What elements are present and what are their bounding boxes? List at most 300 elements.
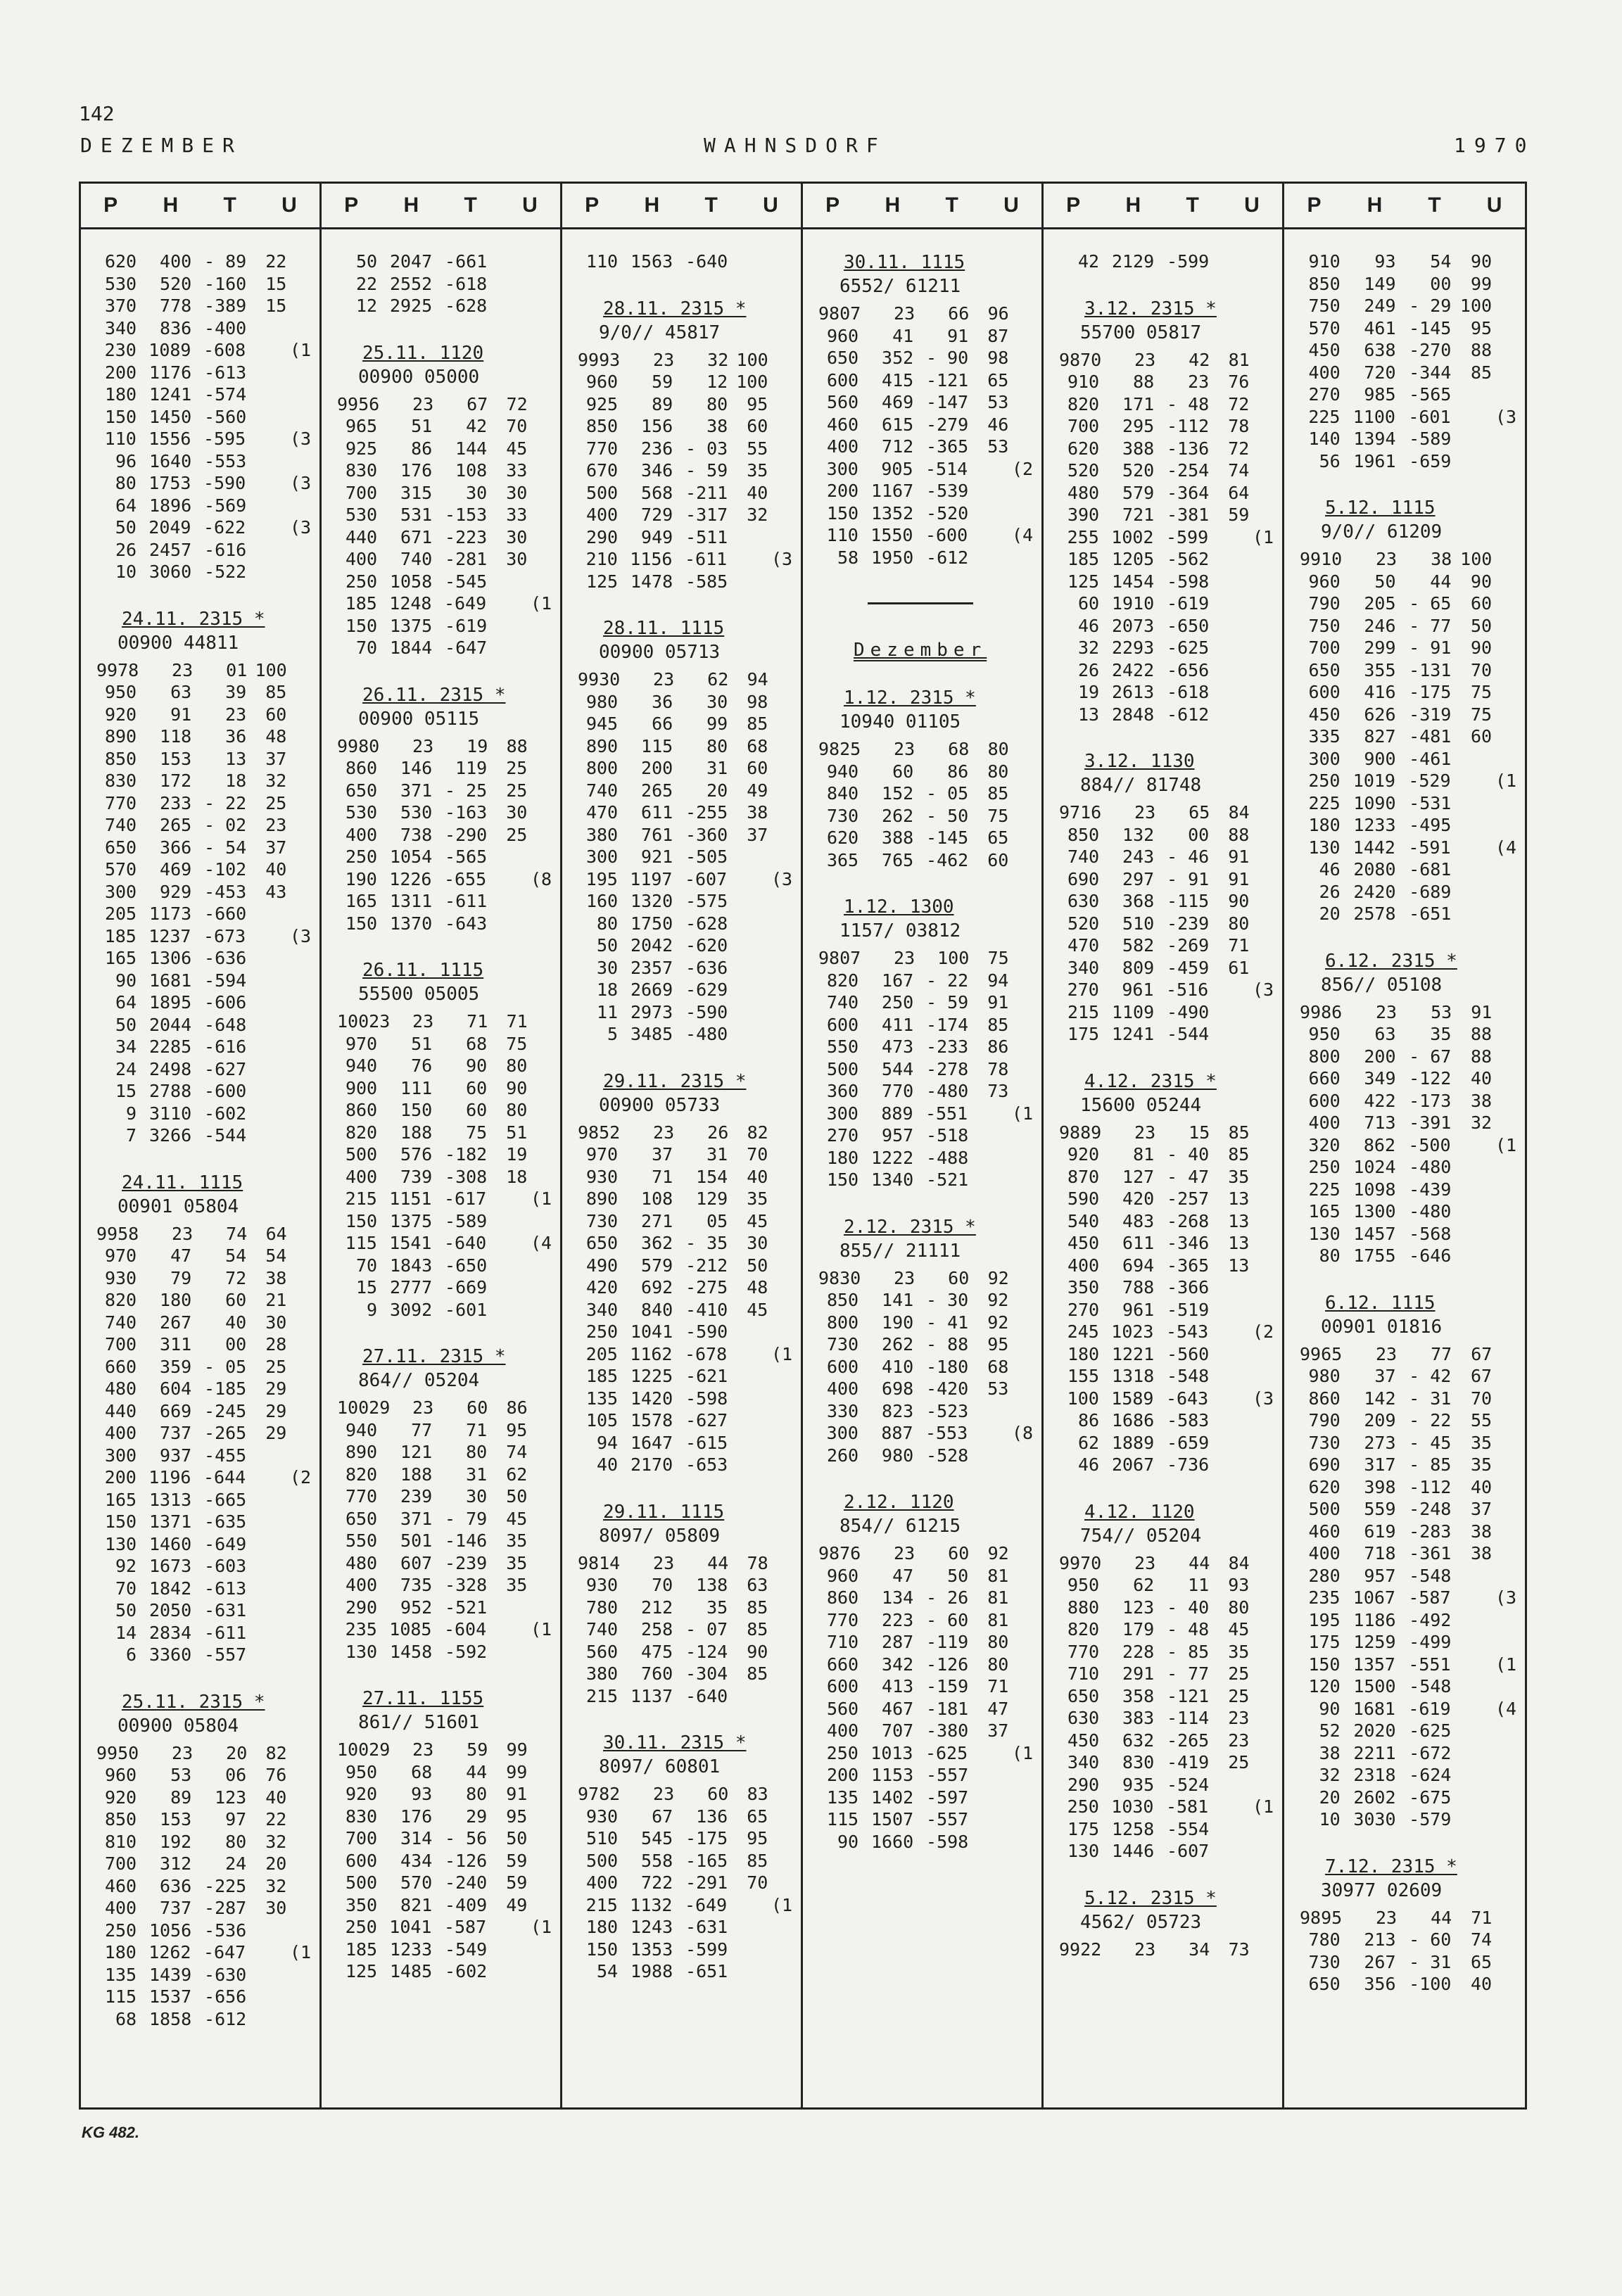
cell-u: [1209, 1299, 1249, 1321]
cell-h: 483: [1122, 1210, 1155, 1231]
cell-h: 1988: [630, 1961, 673, 1981]
cell-note: [286, 725, 310, 748]
sounding-code: 861// 51601: [358, 1712, 480, 1733]
cell-t: 19: [467, 735, 488, 756]
cell-u: [246, 1014, 286, 1036]
cell-p: 22: [356, 273, 378, 294]
cell-u: 71: [1228, 935, 1250, 956]
table-row: [818, 1742, 1032, 1765]
cell-t: -650: [1167, 615, 1210, 636]
table-row: [818, 436, 1032, 458]
table-row: [337, 1960, 550, 1983]
cell-note: [768, 349, 791, 372]
cell-note: [768, 934, 791, 957]
cell-note: [1008, 1312, 1032, 1334]
table-row: [96, 1014, 310, 1036]
cell-t: -581: [1165, 1796, 1209, 1817]
table-row: [96, 925, 310, 948]
cell-note: [1492, 1907, 1515, 1929]
cell-p: 12: [356, 296, 378, 316]
cell-u: 99: [506, 1739, 528, 1760]
cell-h: 1225: [630, 1366, 673, 1386]
table-row: [1059, 1751, 1272, 1774]
cell-h: 2602: [1353, 1787, 1396, 1808]
table-row: [578, 1122, 791, 1144]
cell-note: [1492, 792, 1515, 815]
cell-h: 1262: [148, 1942, 191, 1962]
cell-u: 70: [747, 1144, 768, 1165]
cell-note: [1249, 1818, 1272, 1841]
cell-note: [1008, 1147, 1032, 1169]
cell-h: 2067: [1111, 1454, 1155, 1475]
cell-note: [286, 561, 310, 583]
cell-note: [768, 713, 791, 735]
cell-h: 1753: [148, 473, 191, 493]
cell-h: 1156: [630, 549, 673, 569]
table-row: [1059, 637, 1272, 659]
cell-note: [527, 780, 550, 802]
cell-t: -545: [445, 571, 488, 592]
table-column-6: [1284, 184, 1525, 2107]
cell-p: 125: [345, 1961, 378, 1981]
table-column-4: [803, 184, 1044, 2107]
cell-u: [246, 1578, 286, 1600]
cell-note: (3: [771, 868, 793, 889]
cell-p: 690: [1308, 1454, 1341, 1475]
cell-note: [528, 735, 550, 758]
cell-t: 60: [467, 1397, 488, 1418]
cell-t: 23: [225, 704, 247, 725]
cell-t: -165: [685, 1850, 728, 1871]
cell-note: [1008, 1831, 1032, 1853]
table-row: [818, 1422, 1032, 1445]
cell-p: 660: [826, 1654, 859, 1675]
cell-note: [286, 881, 310, 903]
table-row: [578, 780, 791, 802]
cell-u: 78: [987, 1058, 1009, 1079]
table-row: [1300, 1245, 1515, 1267]
cell-note: [1492, 1388, 1515, 1410]
cell-h: 23: [894, 948, 915, 968]
cell-h: 671: [400, 526, 433, 547]
cell-u: [728, 1432, 768, 1454]
column-header-p: P: [825, 194, 840, 217]
cell-note: [286, 991, 310, 1014]
cell-note: [286, 1764, 310, 1787]
cell-u: 90: [747, 1641, 768, 1662]
cell-h: 172: [160, 770, 192, 791]
cell-u: 73: [987, 1081, 1009, 1101]
cell-note: [527, 615, 550, 638]
cell-t: -519: [1167, 1299, 1210, 1320]
cell-note: [1009, 947, 1032, 970]
cell-p: 250: [1308, 770, 1341, 791]
cell-u: [968, 480, 1008, 502]
table-row: [1059, 1365, 1272, 1388]
cell-h: 1950: [870, 547, 914, 568]
cell-h: 262: [882, 1334, 914, 1355]
cell-u: 87: [987, 325, 1009, 346]
cell-p: 650: [345, 1508, 378, 1529]
cell-note: [527, 1441, 550, 1464]
table-row: [1300, 571, 1515, 593]
cell-u: [246, 970, 286, 992]
cell-p: 400: [345, 824, 378, 845]
cell-t: -551: [1408, 1654, 1451, 1675]
cell-note: [768, 1255, 791, 1277]
cell-t: -539: [926, 481, 969, 501]
cell-note: [768, 890, 791, 913]
cell-p: 110: [585, 251, 619, 272]
table-row: [1300, 1200, 1515, 1223]
cell-note: [1492, 881, 1515, 903]
table-row: [1300, 814, 1515, 837]
cell-u: 76: [1228, 372, 1250, 392]
cell-t: -651: [685, 1961, 728, 1981]
cell-p: 400: [345, 1575, 378, 1595]
table-row: [578, 571, 791, 593]
cell-t: -553: [925, 1423, 968, 1443]
cell-h: 262: [882, 805, 914, 826]
cell-h: 3030: [1353, 1809, 1396, 1829]
cell-note: [1008, 369, 1032, 392]
cell-p: 950: [345, 1761, 378, 1782]
cell-h: 827: [1364, 726, 1396, 747]
cell-h: 2498: [148, 1058, 192, 1079]
cell-p: 340: [104, 317, 137, 338]
cell-h: 23: [1375, 1001, 1398, 1022]
table-row: [1059, 371, 1272, 393]
table-row: [337, 1508, 550, 1530]
table-column-2: [322, 184, 562, 2107]
cell-t: - 47: [1167, 1166, 1210, 1187]
table-row: [96, 837, 310, 859]
cell-h: 265: [160, 815, 192, 835]
column-header-t: T: [1186, 194, 1199, 217]
cell-h: 530: [400, 802, 433, 823]
cell-h: 1457: [1353, 1223, 1396, 1244]
cell-note: [1249, 1210, 1272, 1233]
cell-h: 62: [1133, 1575, 1155, 1595]
cell-h: 570: [400, 1872, 433, 1893]
cell-p: 9876: [818, 1543, 861, 1564]
cell-u: 13: [1228, 1233, 1250, 1253]
cell-t: 136: [696, 1806, 728, 1827]
table-row: [337, 846, 550, 868]
cell-t: - 59: [685, 460, 728, 481]
cell-u: [728, 1454, 768, 1476]
cell-t: -319: [1409, 704, 1452, 725]
cell-p: 700: [104, 1334, 137, 1355]
cell-h: 150: [400, 1100, 433, 1120]
cell-u: 84: [1228, 1552, 1250, 1573]
cell-t: -518: [926, 1125, 969, 1146]
cell-u: [1451, 1609, 1492, 1632]
cell-note: [1249, 371, 1272, 393]
cell-u: [728, 1409, 768, 1432]
cell-t: -121: [926, 369, 969, 391]
cell-note: [527, 1894, 550, 1917]
sounding-code: 884// 81748: [1080, 775, 1202, 796]
column-body: [1284, 229, 1525, 1996]
cell-h: 314: [400, 1828, 433, 1848]
cell-t: -636: [204, 948, 247, 968]
cell-h: 77: [411, 1419, 433, 1440]
table-row: [578, 735, 791, 758]
sounding-date-text: 27.11. 2315 *: [362, 1346, 506, 1367]
cell-t: - 46: [1167, 846, 1210, 867]
cell-note: [1249, 1365, 1272, 1388]
table-row: [96, 1853, 310, 1875]
table-row: [1059, 1276, 1272, 1299]
cell-t: -611: [204, 1622, 247, 1643]
cell-u: [968, 1742, 1008, 1765]
table-row: [1300, 748, 1515, 770]
cell-u: [487, 1597, 527, 1619]
cell-note: [527, 548, 550, 571]
cell-t: - 85: [1167, 1641, 1210, 1662]
cell-note: [1492, 814, 1515, 837]
cell-p: 9978: [96, 659, 139, 680]
table-row: [96, 2008, 310, 2031]
cell-h: 233: [160, 792, 192, 813]
cell-p: 300: [104, 881, 137, 902]
cell-note: [286, 1289, 310, 1312]
cell-u: 32: [747, 505, 768, 525]
table-row: [578, 1365, 791, 1388]
table-row: [1059, 526, 1272, 549]
table-row: [1300, 317, 1515, 340]
cell-t: -589: [445, 1210, 488, 1231]
table-row: [1300, 725, 1515, 748]
cell-h: 152: [882, 783, 914, 804]
table-row: [96, 681, 310, 704]
cell-t: -640: [685, 1685, 728, 1706]
cell-t: - 56: [445, 1828, 488, 1848]
cell-h: 2788: [148, 1081, 192, 1101]
cell-t: -255: [685, 802, 728, 823]
cell-note: [1249, 1751, 1272, 1774]
cell-t: -365: [1167, 1255, 1210, 1276]
table-row: [578, 801, 791, 824]
cell-t: 29: [466, 1806, 488, 1827]
table-row: [96, 991, 310, 1014]
cell-u: 29: [265, 1378, 287, 1399]
cell-h: 299: [1364, 638, 1396, 658]
table-row: [96, 1124, 310, 1147]
cell-h: 3360: [148, 1644, 192, 1665]
cell-h: 738: [400, 824, 433, 845]
cell-note: [286, 814, 310, 837]
cell-t: - 40: [1167, 1144, 1210, 1165]
cell-p: 960: [104, 1765, 137, 1785]
cell-t: -461: [1409, 748, 1452, 769]
cell-h: 1241: [1111, 1024, 1155, 1044]
table-row: [337, 1010, 550, 1033]
cell-p: 530: [345, 505, 378, 525]
cell-p: 300: [826, 1103, 858, 1124]
cell-h: 132: [1122, 824, 1155, 845]
cell-t: -380: [926, 1720, 969, 1741]
cell-p: 9870: [1059, 349, 1102, 370]
cell-p: 270: [826, 1125, 859, 1146]
table-row: [1059, 459, 1272, 482]
table-row: [1300, 339, 1515, 362]
cell-t: -575: [685, 891, 728, 911]
cell-p: 9807: [818, 948, 861, 968]
cell-p: 400: [1308, 362, 1341, 383]
cell-note: [527, 757, 550, 780]
table-row: [578, 913, 791, 935]
cell-h: 544: [882, 1058, 914, 1079]
cell-u: 33: [506, 460, 528, 481]
cell-u: [487, 846, 527, 868]
cell-h: 1450: [148, 406, 192, 427]
cell-p: 450: [1308, 340, 1341, 360]
cell-note: [1492, 1542, 1515, 1565]
cell-p: 10029: [337, 1739, 391, 1760]
cell-t: - 26: [926, 1587, 969, 1608]
cell-u: [1451, 1179, 1492, 1201]
cell-t: 44: [707, 1552, 729, 1573]
sounding-code: 00900 05804: [118, 1715, 239, 1737]
cell-p: 730: [1308, 1432, 1341, 1453]
cell-t: 50: [947, 1565, 969, 1586]
cell-note: [1008, 502, 1032, 525]
cell-u: 82: [747, 1122, 768, 1143]
cell-h: 2170: [630, 1454, 673, 1475]
cell-h: 368: [1122, 891, 1155, 911]
cell-note: [528, 1010, 550, 1033]
cell-h: 720: [1364, 362, 1396, 383]
cell-t: -554: [1167, 1818, 1210, 1839]
table-row: [96, 1080, 310, 1103]
cell-h: 1196: [148, 1467, 191, 1488]
cell-note: [1492, 273, 1515, 296]
cell-t: 100: [937, 948, 970, 968]
cell-p: 850: [1308, 273, 1341, 294]
cell-note: [768, 1552, 791, 1575]
table-row: [1059, 957, 1272, 979]
cell-t: -522: [204, 562, 247, 582]
cell-h: 2457: [148, 539, 192, 560]
cell-h: 79: [170, 1267, 192, 1288]
sounding-date-text: 1.12. 1300: [844, 896, 954, 918]
cell-p: 340: [1067, 957, 1100, 978]
cell-h: 23: [412, 735, 434, 756]
cell-u: [728, 1916, 768, 1939]
cell-h: 23: [653, 669, 675, 690]
cell-u: 54: [265, 1245, 287, 1266]
cell-u: 95: [506, 1419, 528, 1440]
cell-t: -100: [1409, 1974, 1452, 1994]
cell-t: 60: [466, 1077, 488, 1098]
cell-p: 600: [826, 1014, 859, 1035]
table-row: [1300, 250, 1515, 273]
cell-u: 95: [1470, 317, 1493, 338]
table-row: [337, 1597, 550, 1619]
cell-t: -629: [685, 979, 728, 1000]
page-number: 142: [79, 102, 115, 125]
cell-p: 400: [345, 1166, 378, 1187]
column-header: [81, 184, 319, 229]
cell-p: 26: [1078, 659, 1100, 680]
cell-p: 690: [1067, 868, 1100, 889]
cell-h: 115: [641, 735, 673, 756]
sounding-date: [818, 250, 1032, 274]
cell-note: [286, 450, 310, 473]
cell-t: - 79: [445, 1508, 488, 1529]
cell-u: 46: [987, 414, 1009, 435]
cell-t: -627: [204, 1058, 247, 1079]
cell-h: 355: [1364, 659, 1396, 680]
cell-p: 920: [104, 704, 137, 725]
cell-u: [246, 495, 286, 517]
cell-p: 42: [1078, 251, 1100, 272]
cell-note: [1249, 1143, 1272, 1166]
cell-p: 32: [1319, 1765, 1341, 1785]
cell-t: 123: [215, 1787, 247, 1808]
cell-h: 1233: [389, 1939, 433, 1960]
cell-note: [1249, 482, 1272, 505]
cell-t: - 41: [926, 1312, 969, 1333]
cell-h: 1460: [148, 1533, 192, 1554]
cell-h: 123: [1122, 1597, 1155, 1618]
table-row: [1300, 1609, 1515, 1632]
cell-h: 887: [881, 1423, 913, 1443]
table-row: [818, 805, 1032, 827]
cell-note: [527, 824, 550, 846]
sounding-date: [1300, 949, 1515, 973]
cell-p: 660: [1308, 1068, 1341, 1089]
cell-note: [768, 1321, 791, 1343]
table-row: [96, 472, 310, 495]
cell-note: [1249, 1299, 1272, 1321]
cell-t: -653: [685, 1454, 728, 1475]
table-row: [818, 1036, 1032, 1058]
cell-note: [1492, 1787, 1515, 1809]
table-row: [1300, 1742, 1515, 1765]
table-row: [818, 1831, 1032, 1853]
cell-u: [246, 1511, 286, 1533]
cell-p: 130: [1067, 1841, 1100, 1861]
table-row: [337, 415, 550, 438]
table-row: [1300, 704, 1515, 726]
cell-note: [286, 1333, 310, 1356]
cell-t: -568: [1409, 1223, 1452, 1244]
cell-note: [287, 1223, 310, 1245]
table-row: [1300, 1179, 1515, 1201]
cell-u: 75: [506, 1033, 528, 1054]
block-gap: [1300, 1267, 1515, 1291]
cell-p: 115: [826, 1809, 859, 1829]
cell-h: 297: [1122, 868, 1155, 889]
cell-p: 9980: [337, 735, 380, 756]
cell-t: -601: [445, 1299, 488, 1320]
cell-u: [486, 1916, 526, 1939]
cell-p: 400: [585, 505, 619, 525]
cell-h: 2080: [1353, 859, 1396, 880]
cell-h: 371: [400, 1508, 433, 1529]
cell-u: 45: [1228, 1619, 1250, 1639]
cell-h: 1013: [870, 1742, 913, 1763]
cell-p: 400: [826, 1378, 859, 1399]
table-row: [578, 1255, 791, 1277]
cell-p: 770: [585, 438, 619, 459]
cell-note: [527, 1827, 550, 1850]
cell-t: -673: [203, 925, 246, 946]
cell-p: 250: [345, 846, 378, 867]
